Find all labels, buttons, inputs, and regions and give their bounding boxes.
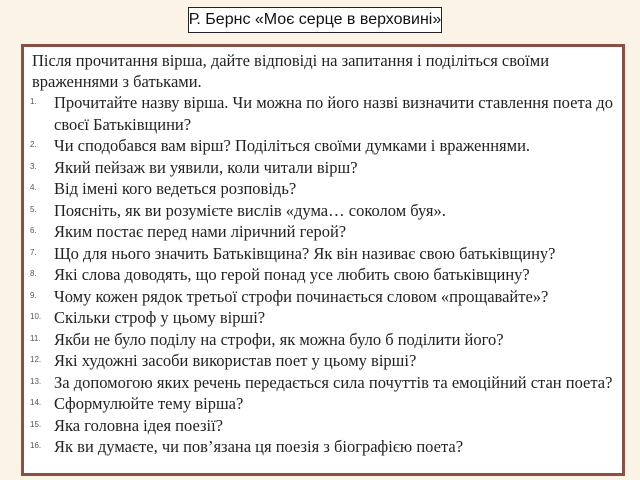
question-item [32,92,616,135]
question-text: Яким постає перед нами ліричний герой? [54,222,347,241]
slide-title: Р. Бернс «Моє серце в верховині» [188,7,442,33]
question-text: За допомогою яких речень передається сила почуттів та емоційний стан поета? [54,372,613,392]
question-item [32,393,616,415]
question-number: 4. [30,183,37,192]
question-number: 15. [30,419,42,429]
question-item [32,264,616,286]
question-number: 13. [30,376,42,386]
question-text: Що для нього значить Батьківщина? Як він називає свою батьківщину? [54,243,556,263]
question-text: Сформулюйте тему вірша? [54,394,244,413]
question-item [32,243,616,265]
question-item [32,286,616,308]
question-item [32,221,616,243]
question-item [32,200,616,222]
question-text: Скільки строф у цьому вірші? [54,308,266,327]
question-item [32,157,616,179]
question-text: Якби не було поділу на строфи, як можна було б поділити його? [54,329,504,349]
question-number: 14. [30,398,42,407]
question-text: Які художні засоби використав поет у цьому вірші? [54,351,417,370]
question-item [32,329,616,351]
question-list [32,92,616,458]
question-number: 16. [30,441,42,450]
question-text: Яка головна ідея поезії? [54,415,223,435]
questions-panel [21,44,625,476]
question-number: 3. [30,161,37,171]
question-text: Який пейзаж ви уявили, коли читали вірш? [54,157,358,177]
question-text: Які слова доводять, що герой понад усе любить свою батьківщину? [54,265,530,284]
question-number: 1. [30,97,37,106]
question-item [32,135,616,157]
question-number: 10. [30,312,42,321]
question-item [32,307,616,329]
question-item [32,436,616,458]
question-text: Від імені кого ведеться розповідь? [54,179,297,198]
question-text: Чому кожен рядок третьої строфи починається словом «прощавайте»? [54,286,549,306]
question-item [32,372,616,394]
question-number: 2. [30,140,37,149]
question-item [32,178,616,200]
question-text: Чи сподобався вам вірш? Поділіться своїми думками і враженнями. [54,136,531,155]
question-text: Як ви думаєте, чи пов’язана ця поезія з біографією поета? [54,437,464,456]
question-item [32,415,616,437]
question-item [32,350,616,372]
question-number: 7. [30,247,37,257]
question-number: 8. [30,269,37,278]
question-number: 11. [30,333,41,343]
question-text: Прочитайте назву вірша. Чи можна по його назві визначити ставлення поета до своєї Батьківщини? [54,93,613,134]
question-text: Поясніть, як ви розумієте вислів «дума… соколом буя». [54,200,446,220]
question-number: 5. [30,204,37,214]
question-number: 9. [30,290,37,300]
question-number: 6. [30,226,37,235]
intro-text: Після прочитання вірша, дайте відповіді на запитання і поділіться своїми враженнями з батьками. [32,51,550,91]
question-number: 12. [30,355,42,364]
